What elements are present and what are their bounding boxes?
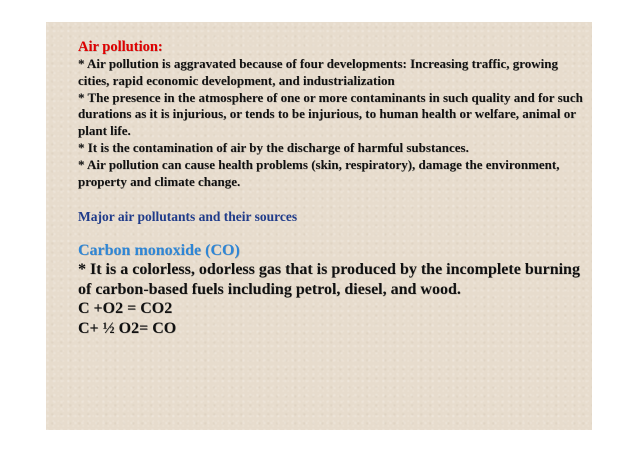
bullet-definition: * The presence in the atmosphere of one or more contaminants in such quality and for such durations as it is injurious, or tends to be injurious, to human health or welfare, animal or plant life.	[78, 89, 583, 139]
air-pollution-title: Air pollution:	[78, 39, 163, 55]
bullet-aggravated: * Air pollution is aggravated because of four developments: Increasing traffic, growing cities, rapid economic development, and industrialization	[78, 56, 559, 88]
slide-content	[78, 39, 583, 338]
equation-co2: C +O2 = CO2	[78, 300, 173, 318]
major-pollutants-subheading: Major air pollutants and their sources	[78, 209, 298, 225]
equation-co: C+ ½ O2= CO	[78, 319, 177, 337]
bullet-health-problems: * Air pollution can cause health problems (skin, respiratory), damage the environment, property and climate change.	[78, 156, 560, 189]
co-description: * It is a colorless, odorless gas that is produced by the incomplete burning of carbon-based fuels including petrol, diesel, and wood.	[78, 261, 580, 298]
slide-background	[46, 22, 592, 430]
bullet-contamination: * It is the contamination of air by the discharge of harmful substances.	[78, 139, 469, 155]
carbon-monoxide-title: Carbon monoxide (CO)	[78, 242, 240, 260]
